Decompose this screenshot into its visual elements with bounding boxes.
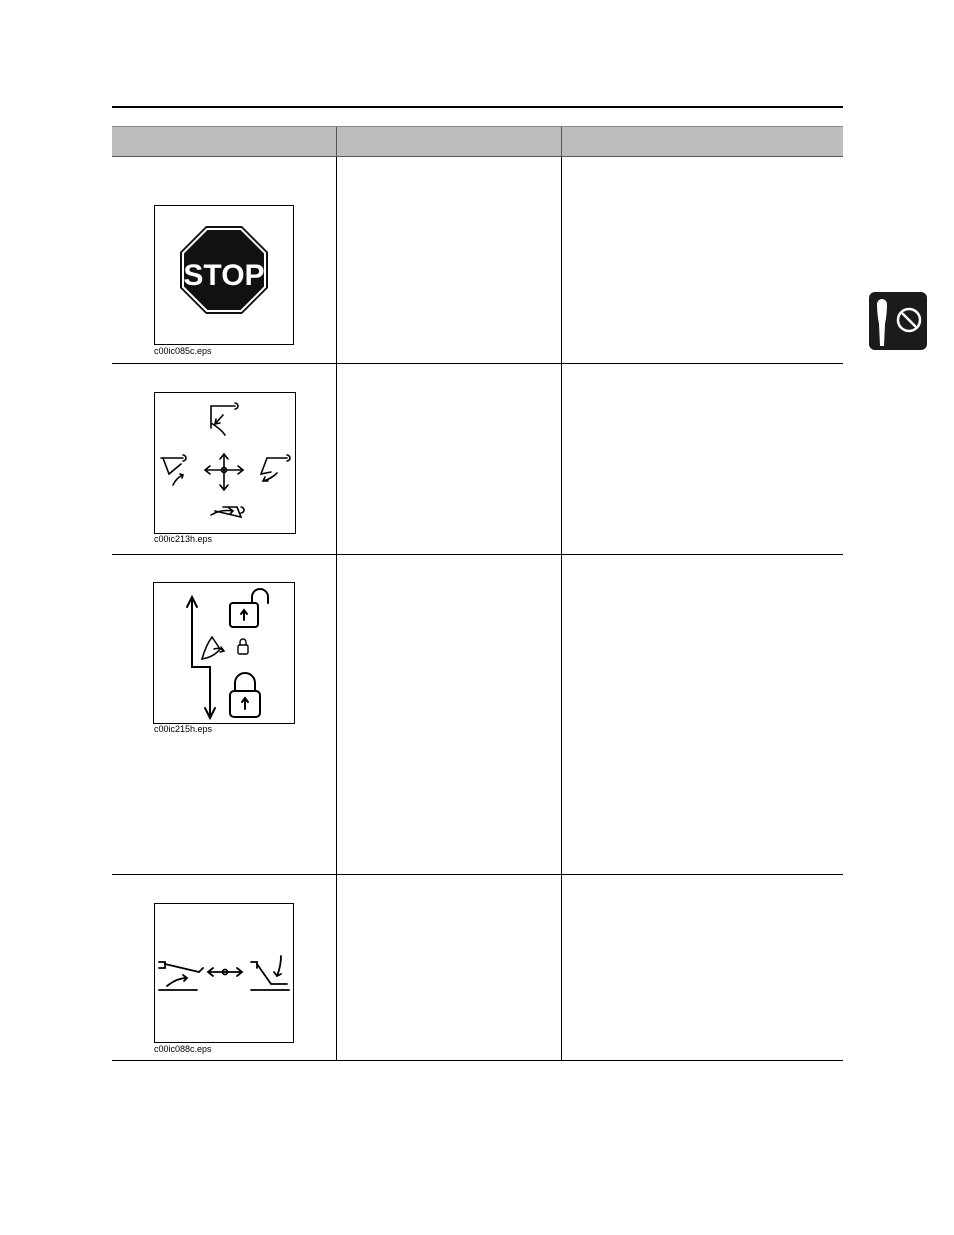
action-cell <box>561 555 843 875</box>
header-col-3 <box>561 127 843 157</box>
tilt-icon <box>155 904 293 1042</box>
description-cell <box>336 157 561 364</box>
table-row <box>112 875 843 1061</box>
description-cell <box>336 364 561 555</box>
stop-sign-icon <box>155 206 293 344</box>
stop-sign-figure <box>154 205 294 345</box>
table-row <box>112 157 843 364</box>
table-row <box>112 364 843 555</box>
table-header-row <box>112 127 843 157</box>
figure-caption: c00ic213h.eps <box>154 534 213 544</box>
stop-sign-text: STOP <box>183 259 265 292</box>
symbol-cell <box>112 875 336 1061</box>
description-cell <box>336 555 561 875</box>
boom-directions-figure <box>154 392 296 534</box>
page-top-rule <box>112 106 843 108</box>
symbol-cell <box>112 555 336 875</box>
tilt-figure <box>154 903 294 1043</box>
figure-caption: c00ic088c.eps <box>154 1044 212 1054</box>
symbol-cell <box>112 364 336 555</box>
symbols-table <box>112 126 843 1061</box>
figure-caption: c00ic215h.eps <box>154 724 213 734</box>
lock-unlock-icon <box>154 583 292 721</box>
figure-caption: c00ic085c.eps <box>154 346 212 356</box>
action-cell <box>561 875 843 1061</box>
action-cell <box>561 157 843 364</box>
header-col-symbol <box>112 127 336 157</box>
symbol-cell <box>112 157 336 364</box>
header-col-2 <box>336 127 561 157</box>
boom-directions-icon <box>155 393 293 531</box>
action-cell <box>561 364 843 555</box>
lock-unlock-figure <box>153 582 295 724</box>
section-tab <box>869 292 927 350</box>
lever-prohibited-icon <box>869 292 927 350</box>
description-cell <box>336 875 561 1061</box>
table-row <box>112 555 843 875</box>
